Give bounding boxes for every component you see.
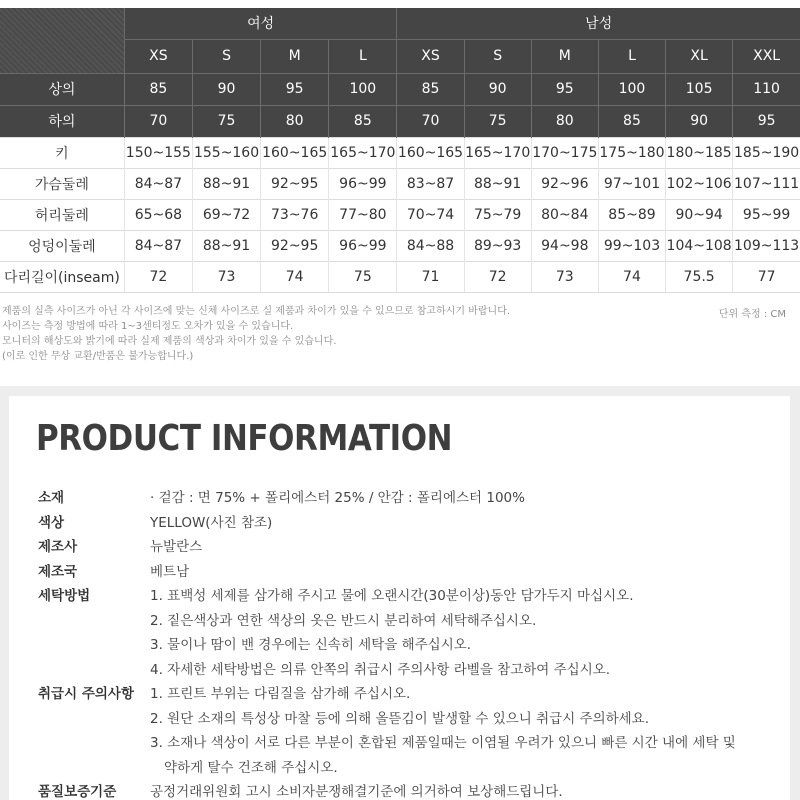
table-cell: 72 xyxy=(464,261,531,292)
info-label: 세탁방법 xyxy=(38,588,91,604)
table-cell: 92~96 xyxy=(531,168,598,199)
table-cell: 80 xyxy=(261,105,329,137)
table-cell: 72 xyxy=(124,261,192,292)
info-value xyxy=(150,486,778,511)
size-header-cell: M xyxy=(261,39,329,73)
size-header-cell: M xyxy=(531,39,598,73)
size-header-cell: XL xyxy=(666,39,733,73)
table-cell: 150~155 xyxy=(124,137,192,168)
unit-label: 단위 측정 : CM xyxy=(718,309,786,320)
table-cell: 95~99 xyxy=(733,199,800,230)
table-cell: 77~80 xyxy=(329,199,397,230)
table-cell: 84~88 xyxy=(397,230,464,261)
table-cell: 73 xyxy=(192,261,260,292)
info-value xyxy=(150,584,778,682)
table-cell: 90 xyxy=(464,73,531,105)
info-line: 약하게 탈수 건조해 주십시오. xyxy=(164,759,338,776)
table-cell: 75 xyxy=(464,105,531,137)
table-cell: 96~99 xyxy=(329,230,397,261)
info-label: 품질보증기준 xyxy=(38,784,117,800)
group-women-header: 여성 xyxy=(124,8,397,39)
table-cell: 95 xyxy=(733,105,800,137)
info-value xyxy=(150,535,778,560)
size-header-cell: XXL xyxy=(733,39,800,73)
table-cell: 74 xyxy=(261,261,329,292)
table-cell: 92~95 xyxy=(261,168,329,199)
info-line: 3. 소재나 색상이 서로 다른 부분이 혼합된 제품일때는 이염될 우려가 있으니 빠른 시간 내에 세탁 및 xyxy=(150,735,736,751)
info-line: 4. 자세한 세탁방법은 의류 안쪽의 취급시 주의사항 라벨을 참고하여 주십시오. xyxy=(150,661,611,678)
note-line: 제품의 실측 사이즈가 아닌 각 사이즈에 맞는 신체 사이즈로 실 제품과 차이가 있을 수 있으므로 참고하시기 바랍니다. xyxy=(2,306,511,317)
note-line: 사이즈는 측정 방법에 따라 1~3센티정도 오차가 있을 수 있습니다. xyxy=(2,321,294,332)
table-cell: 89~93 xyxy=(464,230,531,261)
table-cell: 109~113 xyxy=(733,230,800,261)
info-row xyxy=(38,511,778,536)
table-cell: 85 xyxy=(598,105,665,137)
info-value xyxy=(150,780,778,800)
info-line: 공정거래위원회 고시 소비자분쟁해결기준에 의거하여 보상해드립니다. xyxy=(150,784,563,800)
table-cell: 110 xyxy=(733,73,800,105)
table-cell: 170~175 xyxy=(531,137,598,168)
size-header-cell: XS xyxy=(124,39,192,73)
table-cell: 165~170 xyxy=(329,137,397,168)
info-line: · 겉감 : 면 75% + 폴리에스터 25% / 안감 : 폴리에스터 100% xyxy=(150,490,525,506)
table-cell: 165~170 xyxy=(464,137,531,168)
row-label: 허리둘레 xyxy=(0,199,124,230)
info-row xyxy=(38,584,778,682)
table-cell: 175~180 xyxy=(598,137,665,168)
table-cell: 96~99 xyxy=(329,168,397,199)
table-cell: 75~79 xyxy=(464,199,531,230)
table-cell: 83~87 xyxy=(397,168,464,199)
table-cell: 100 xyxy=(598,73,665,105)
product-info-title: PRODUCT INFORMATION xyxy=(36,418,453,459)
table-cell: 107~111 xyxy=(733,168,800,199)
table-cell: 85 xyxy=(397,73,464,105)
table-cell: 70 xyxy=(397,105,464,137)
table-cell: 74 xyxy=(598,261,665,292)
info-line: 3. 물이나 땀이 밴 경우에는 신속히 세탁을 해주십시오. xyxy=(150,637,472,653)
table-cell: 99~103 xyxy=(598,230,665,261)
table-cell: 70 xyxy=(124,105,192,137)
table-cell: 88~91 xyxy=(192,230,260,261)
table-cell: 90 xyxy=(666,105,733,137)
table-cell: 80~84 xyxy=(531,199,598,230)
table-cell: 88~91 xyxy=(464,168,531,199)
note-line: (이로 인한 무상 교환/반품은 불가능합니다.) xyxy=(2,351,194,362)
table-cell: 70~74 xyxy=(397,199,464,230)
info-row xyxy=(38,486,778,511)
info-value xyxy=(150,511,778,536)
table-cell: 97~101 xyxy=(598,168,665,199)
size-header-cell: S xyxy=(464,39,531,73)
table-cell: 90 xyxy=(192,73,260,105)
table-cell: 73~76 xyxy=(261,199,329,230)
table-cell: 185~190 xyxy=(733,137,800,168)
table-cell: 95 xyxy=(261,73,329,105)
info-value xyxy=(150,682,778,780)
group-men-header: 남성 xyxy=(397,8,800,39)
table-cell: 90~94 xyxy=(666,199,733,230)
size-notes xyxy=(2,304,510,364)
info-label: 제조국 xyxy=(38,563,78,580)
table-row xyxy=(0,105,800,137)
table-cell: 180~185 xyxy=(666,137,733,168)
table-cell: 75 xyxy=(192,105,260,137)
table-cell: 75 xyxy=(329,261,397,292)
info-line: 베트남 xyxy=(150,563,190,580)
info-line: 2. 원단 소재의 특성상 마찰 등에 의해 올뜯김이 발생할 수 있으니 취급시 주의하세요. xyxy=(150,710,650,727)
table-cell: 75.5 xyxy=(666,261,733,292)
info-line: 2. 짙은색상과 연한 색상의 옷은 반드시 분리하여 세탁해주십시오. xyxy=(150,612,537,629)
size-header-cell: L xyxy=(598,39,665,73)
table-cell: 84~87 xyxy=(124,230,192,261)
info-line: 1. 프린트 부위는 다림질을 삼가해 주십시오. xyxy=(150,686,411,702)
product-info-list xyxy=(38,486,778,800)
table-cell: 80 xyxy=(531,105,598,137)
info-line: 1. 표백성 세제를 삼가해 주시고 물에 오랜시간(30분이상)동안 담가두지 마십시오. xyxy=(150,588,634,604)
table-cell: 94~98 xyxy=(531,230,598,261)
info-value xyxy=(150,560,778,585)
size-header-cell: XS xyxy=(397,39,464,73)
note-line: 모니터의 해상도와 밝기에 따라 실제 제품의 색상과 차이가 있을 수 있습니다. xyxy=(2,336,337,347)
table-cell: 102~106 xyxy=(666,168,733,199)
info-row xyxy=(38,560,778,585)
table-cell: 73 xyxy=(531,261,598,292)
table-row xyxy=(0,137,800,168)
table-cell: 77 xyxy=(733,261,800,292)
table-corner xyxy=(0,8,124,73)
table-cell: 100 xyxy=(329,73,397,105)
table-cell: 104~108 xyxy=(666,230,733,261)
table-cell: 160~165 xyxy=(397,137,464,168)
table-cell: 85 xyxy=(124,73,192,105)
info-row xyxy=(38,535,778,560)
info-label: 취급시 주의사항 xyxy=(38,686,134,702)
table-row xyxy=(0,261,800,292)
size-header-cell: S xyxy=(192,39,260,73)
table-row xyxy=(0,230,800,261)
table-cell: 84~87 xyxy=(124,168,192,199)
table-cell: 65~68 xyxy=(124,199,192,230)
row-label: 키 xyxy=(0,137,124,168)
table-cell: 92~95 xyxy=(261,230,329,261)
row-label: 가슴둘레 xyxy=(0,168,124,199)
table-cell: 160~165 xyxy=(261,137,329,168)
size-table xyxy=(0,8,800,293)
size-header-cell: L xyxy=(329,39,397,73)
table-cell: 85~89 xyxy=(598,199,665,230)
table-row xyxy=(0,168,800,199)
table-cell: 88~91 xyxy=(192,168,260,199)
info-label: 소재 xyxy=(38,490,65,506)
info-label: 제조사 xyxy=(38,539,78,555)
table-cell: 85 xyxy=(329,105,397,137)
table-cell: 69~72 xyxy=(192,199,260,230)
table-cell: 71 xyxy=(397,261,464,292)
info-row xyxy=(38,780,778,800)
row-label: 다리길이(inseam) xyxy=(0,261,124,292)
row-label: 하의 xyxy=(0,105,124,137)
info-label: 색상 xyxy=(38,514,65,531)
info-row xyxy=(38,682,778,780)
row-label: 엉덩이둘레 xyxy=(0,230,124,261)
row-label: 상의 xyxy=(0,73,124,105)
table-row xyxy=(0,73,800,105)
table-cell: 95 xyxy=(531,73,598,105)
info-line: 뉴발란스 xyxy=(150,539,203,555)
table-cell: 105 xyxy=(666,73,733,105)
size-table-body xyxy=(0,73,800,292)
info-line: YELLOW(사진 참조) xyxy=(150,514,273,531)
table-row xyxy=(0,199,800,230)
table-cell: 155~160 xyxy=(192,137,260,168)
